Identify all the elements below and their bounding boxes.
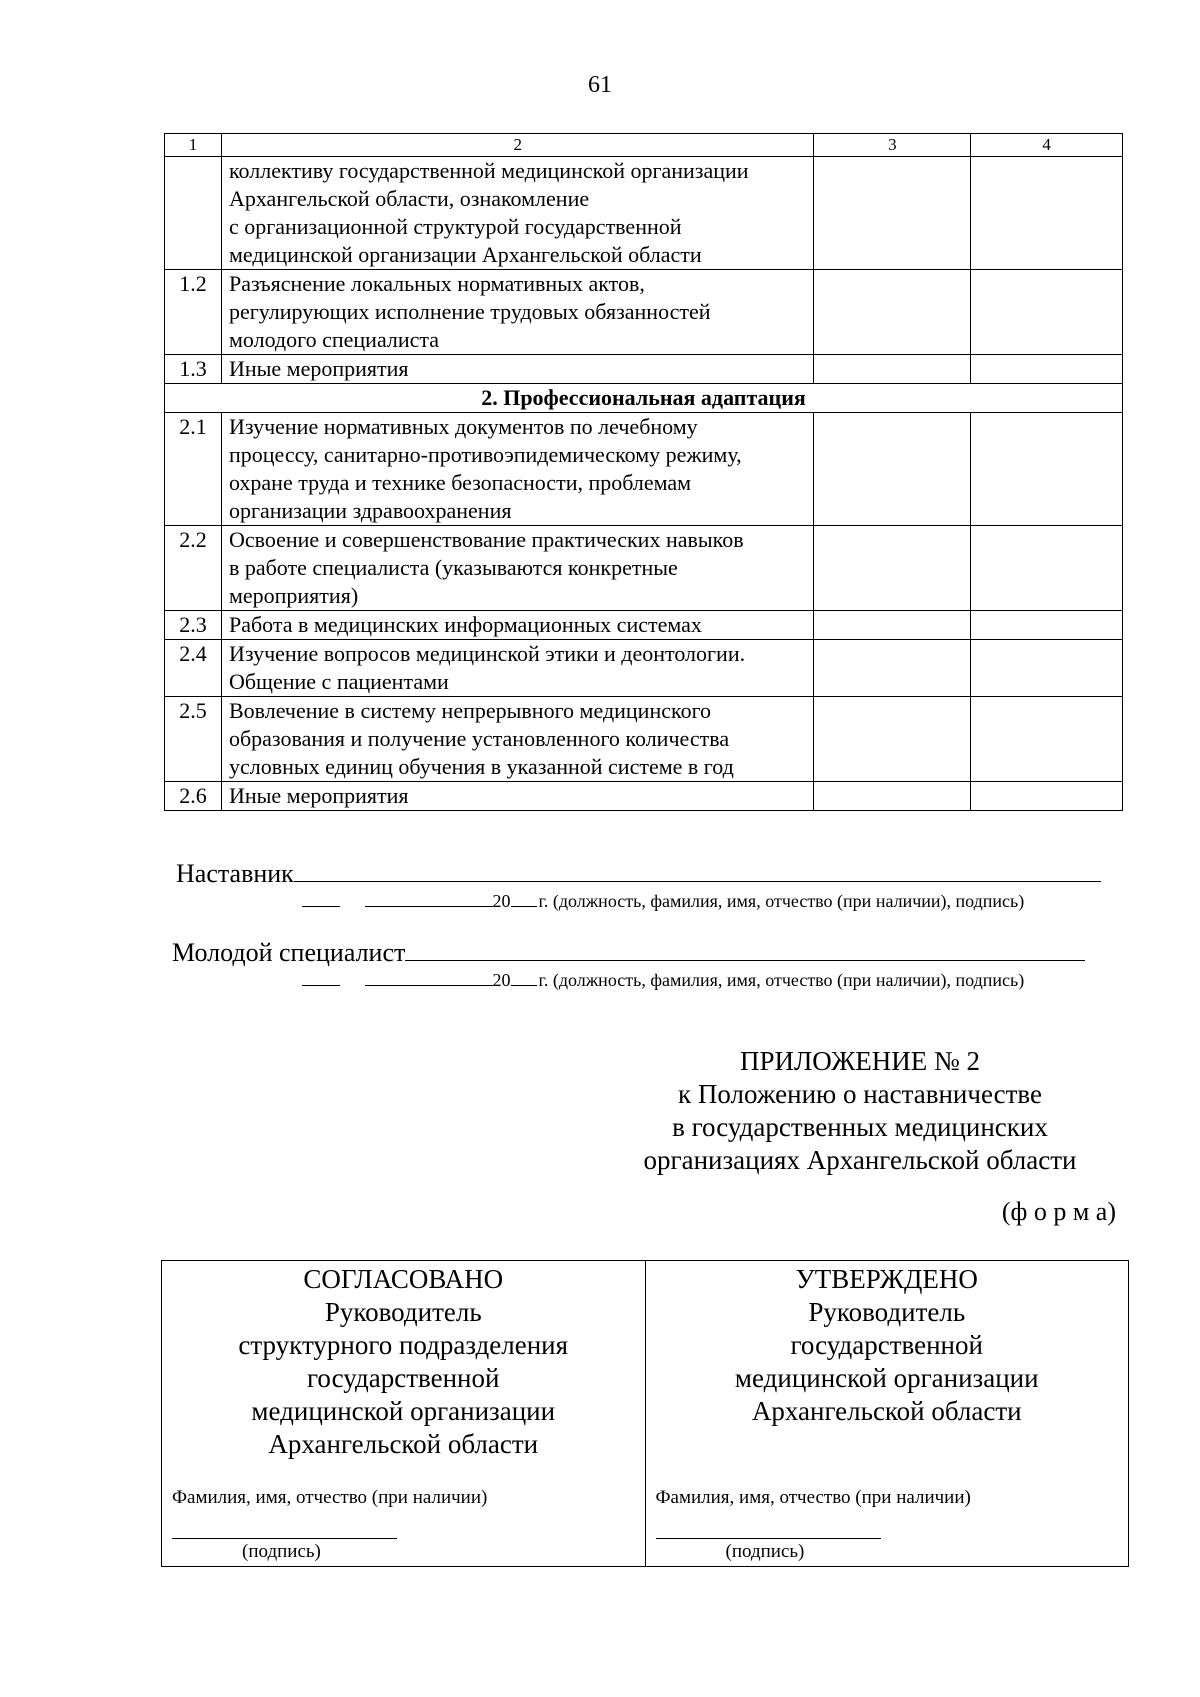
activity-line: условных единиц обучения в указанной системе в год xyxy=(228,754,734,779)
row-cell-4 xyxy=(971,157,1123,270)
row-number: 2.3 xyxy=(165,611,222,640)
approved-signature-blank[interactable] xyxy=(656,1538,881,1539)
table-row xyxy=(165,782,1123,811)
row-cell-4 xyxy=(971,526,1123,611)
approved-title: УТВЕРЖДЕНО xyxy=(795,1264,978,1294)
young-specialist-date-caption xyxy=(302,969,1024,991)
young-specialist-signature-line xyxy=(172,936,1085,968)
table-row xyxy=(165,526,1123,611)
year-prefix: 20 xyxy=(492,970,511,990)
approved-line: государственной xyxy=(790,1330,983,1360)
row-activity xyxy=(221,611,813,640)
row-cell-3 xyxy=(814,355,971,384)
agreed-signature-caption: (подпись) xyxy=(242,1541,321,1562)
day-blank[interactable] xyxy=(302,969,340,986)
mentor-signature-blank[interactable] xyxy=(294,857,1101,882)
row-cell-3 xyxy=(814,413,971,526)
activity-line: Работа в медицинских информационных системах xyxy=(228,612,702,637)
activity-line: коллективу государственной медицинской организации xyxy=(228,158,749,183)
month-blank[interactable] xyxy=(365,890,493,907)
approved-line: медицинской организации xyxy=(734,1363,1039,1393)
activity-line: медицинской организации Архангельской области xyxy=(228,242,702,267)
activity-line: Разъяснение локальных нормативных актов, xyxy=(228,271,645,296)
table-row xyxy=(165,697,1123,782)
year-blank[interactable] xyxy=(511,969,537,986)
activity-line: Общение с пациентами xyxy=(228,669,449,694)
agreed-line: Архангельской области xyxy=(268,1429,539,1459)
approved-column xyxy=(646,1261,1129,1566)
row-cell-3 xyxy=(814,157,971,270)
mentor-label: Наставник xyxy=(176,859,294,888)
row-cell-3 xyxy=(814,782,971,811)
row-cell-3 xyxy=(814,640,971,697)
row-cell-4 xyxy=(971,413,1123,526)
approved-line: Архангельской области xyxy=(751,1396,1022,1426)
activity-line: Иные мероприятия xyxy=(228,356,409,381)
table-row xyxy=(165,413,1123,526)
year-blank[interactable] xyxy=(511,890,537,907)
activity-line: охране труда и технике безопасности, проблемам xyxy=(228,470,692,495)
mentor-date-caption xyxy=(302,890,1024,912)
agreed-line: государственной xyxy=(307,1363,500,1393)
row-number: 2.1 xyxy=(165,413,222,526)
table-row xyxy=(165,157,1123,270)
mentor-signature-line xyxy=(176,857,1101,889)
row-cell-4 xyxy=(971,697,1123,782)
activity-line: регулирующих исполнение трудовых обязанностей xyxy=(228,299,711,324)
approved-heading xyxy=(646,1261,1129,1428)
row-activity xyxy=(221,413,813,526)
activity-line: в работе специалиста (указываются конкретные xyxy=(228,555,678,580)
young-specialist-signature-blank[interactable] xyxy=(405,936,1085,961)
section-header-row xyxy=(165,384,1123,413)
form-mark: (ф о р м а) xyxy=(1001,1197,1116,1226)
row-cell-4 xyxy=(971,270,1123,355)
row-cell-4 xyxy=(971,355,1123,384)
row-number: 1.2 xyxy=(165,270,222,355)
young-specialist-label: Молодой специалист xyxy=(172,938,406,967)
row-cell-3 xyxy=(814,526,971,611)
row-cell-3 xyxy=(814,697,971,782)
row-cell-4 xyxy=(971,640,1123,697)
row-number: 1.3 xyxy=(165,355,222,384)
row-activity xyxy=(221,526,813,611)
activity-line: Иные мероприятия xyxy=(228,783,409,808)
row-activity xyxy=(221,697,813,782)
column-numbers-row xyxy=(165,134,1123,157)
row-cell-4 xyxy=(971,611,1123,640)
signature-caption: г. (должность, фамилия, имя, отчество (при наличии), подпись) xyxy=(538,891,1025,911)
appendix-line: к Положению о наставничестве xyxy=(678,1079,1042,1109)
year-prefix: 20 xyxy=(492,891,511,911)
row-activity xyxy=(221,157,813,270)
activity-line: образования и получение установленного количества xyxy=(228,726,730,751)
approved-line: Руководитель xyxy=(808,1297,966,1327)
row-activity xyxy=(221,640,813,697)
agreed-signature-blank[interactable] xyxy=(172,1538,397,1539)
appendix-title: ПРИЛОЖЕНИЕ № 2 xyxy=(739,1046,981,1076)
row-number: 2.2 xyxy=(165,526,222,611)
agreed-line: медицинской организации xyxy=(251,1396,556,1426)
row-number xyxy=(165,157,222,270)
row-number: 2.5 xyxy=(165,697,222,782)
row-number: 2.4 xyxy=(165,640,222,697)
appendix-line: организациях Архангельской области xyxy=(643,1145,1077,1175)
column-number: 4 xyxy=(971,134,1123,157)
row-cell-4 xyxy=(971,782,1123,811)
agreed-line: Руководитель xyxy=(324,1297,482,1327)
month-blank[interactable] xyxy=(365,969,493,986)
activity-line: Освоение и совершенствование практических навыков xyxy=(228,527,744,552)
approved-fio-label: Фамилия, имя, отчество (при наличии) xyxy=(655,1487,971,1508)
agreed-heading xyxy=(162,1261,645,1461)
table-row xyxy=(165,270,1123,355)
row-cell-3 xyxy=(814,270,971,355)
activity-line: организации здравоохранения xyxy=(228,498,512,523)
signature-caption: г. (должность, фамилия, имя, отчество (при наличии), подпись) xyxy=(538,970,1025,990)
activity-line: молодого специалиста xyxy=(228,327,440,352)
table-row xyxy=(165,355,1123,384)
activity-line: мероприятия) xyxy=(228,583,359,608)
page-number: 61 xyxy=(588,72,612,98)
activity-line: процессу, санитарно-противоэпидемическому режиму, xyxy=(228,442,742,467)
column-number: 3 xyxy=(814,134,971,157)
section-title: 2. Профессиональная адаптация xyxy=(165,384,1123,413)
row-activity xyxy=(221,270,813,355)
column-number: 2 xyxy=(221,134,813,157)
activity-line: Архангельской области, ознакомление xyxy=(228,186,590,211)
table-row xyxy=(165,640,1123,697)
row-number: 2.6 xyxy=(165,782,222,811)
approval-box xyxy=(161,1260,1129,1567)
row-cell-3 xyxy=(814,611,971,640)
agreed-title: СОГЛАСОВАНО xyxy=(303,1264,504,1294)
agreed-column xyxy=(162,1261,646,1566)
table-row xyxy=(165,611,1123,640)
approved-signature-caption: (подпись) xyxy=(725,1541,805,1562)
activity-line: Изучение нормативных документов по лечебному xyxy=(228,414,698,439)
agreed-line: структурного подразделения xyxy=(238,1330,569,1360)
row-activity xyxy=(221,782,813,811)
activity-line: с организационной структурой государственной xyxy=(228,214,682,239)
activity-line: Вовлечение в систему непрерывного медицинского xyxy=(228,698,712,723)
column-number: 1 xyxy=(165,134,222,157)
adaptation-plan-table xyxy=(164,133,1123,811)
agreed-fio-label: Фамилия, имя, отчество (при наличии) xyxy=(172,1487,488,1508)
day-blank[interactable] xyxy=(302,890,340,907)
activity-line: Изучение вопросов медицинской этики и деонтологии. xyxy=(228,641,746,666)
appendix-line: в государственных медицинских xyxy=(672,1112,1048,1142)
row-activity xyxy=(221,355,813,384)
appendix-heading xyxy=(600,1045,1120,1177)
